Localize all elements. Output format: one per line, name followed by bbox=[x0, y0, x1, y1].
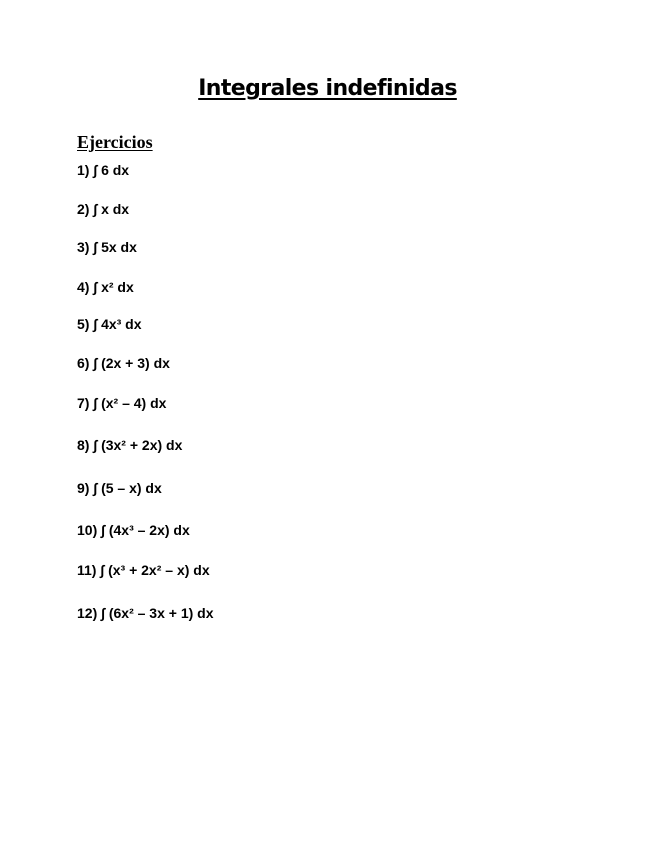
exercise-item-11: 11) ∫ (x³ + 2x² – x) dx bbox=[77, 562, 210, 578]
page-title: Integrales indefinidas bbox=[198, 76, 457, 101]
exercise-item-4: 4) ∫ x² dx bbox=[77, 279, 134, 295]
exercise-item-7: 7) ∫ (x² – 4) dx bbox=[77, 395, 167, 411]
exercise-item-12: 12) ∫ (6x² – 3x + 1) dx bbox=[77, 605, 214, 621]
exercise-item-2: 2) ∫ x dx bbox=[77, 201, 130, 217]
exercise-item-10: 10) ∫ (4x³ – 2x) dx bbox=[77, 522, 190, 538]
exercise-item-8: 8) ∫ (3x² + 2x) dx bbox=[77, 437, 183, 453]
exercise-item-1: 1) ∫ 6 dx bbox=[77, 162, 130, 178]
exercise-item-3: 3) ∫ 5x dx bbox=[77, 239, 137, 255]
exercise-item-6: 6) ∫ (2x + 3) dx bbox=[77, 355, 170, 371]
section-heading: Ejercicios bbox=[77, 132, 153, 152]
exercise-item-5: 5) ∫ 4x³ dx bbox=[77, 316, 142, 332]
exercise-item-9: 9) ∫ (5 – x) dx bbox=[77, 480, 162, 496]
